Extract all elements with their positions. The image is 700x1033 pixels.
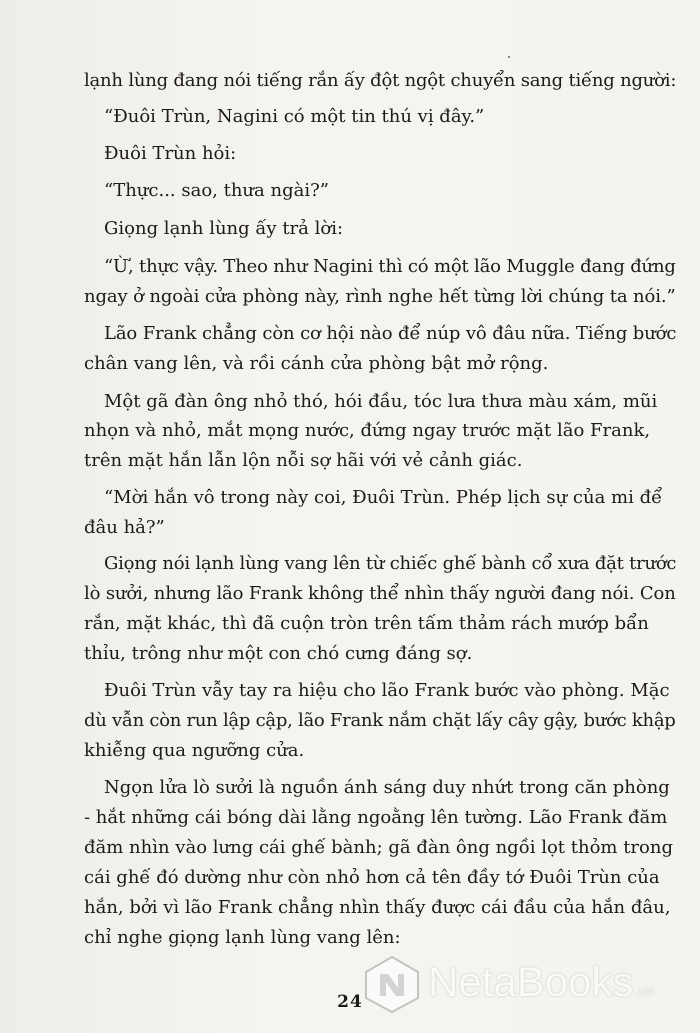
text-line: đăm nhìn vào lưng cái ghế bành; gã đàn ông ngồi lọt thỏm trong xyxy=(84,837,673,858)
text-line: ngay ở ngoài cửa phòng này, rình nghe hết từng lời chúng ta nói.” xyxy=(84,286,676,307)
text-line: dù vẫn còn run lập cập, lão Frank nắm chặt lấy cây gậy, bước khập xyxy=(84,710,676,731)
text-line: “Mời hắn vô trong này coi, Đuôi Trùn. Phép lịch sự của mi để xyxy=(104,487,663,508)
text-line: chân vang lên, và rồi cánh cửa phòng bật mở rộng. xyxy=(84,353,549,374)
watermark-text xyxy=(428,958,654,1006)
netabooks-logo-icon xyxy=(362,954,422,1014)
publisher-watermark xyxy=(362,950,700,1020)
text-line: Một gã đàn ông nhỏ thó, hói đầu, tóc lưa thưa màu xám, mũi xyxy=(104,391,658,412)
text-line: Đuôi Trùn vẫy tay ra hiệu cho lão Frank bước vào phòng. Mặc xyxy=(104,680,670,701)
text-line: nhọn và nhỏ, mắt mọng nước, đứng ngay trước mặt lão Frank, xyxy=(84,420,651,441)
text-line: Giọng nói lạnh lùng vang lên từ chiếc ghế bành cổ xưa đặt trước xyxy=(104,553,677,574)
page-number: 24 xyxy=(337,992,363,1012)
watermark-suffix: .vn xyxy=(635,983,655,999)
text-line: lạnh lùng đang nói tiếng rắn ấy đột ngột chuyển sang tiếng người: xyxy=(84,70,677,91)
text-line: Đuôi Trùn hỏi: xyxy=(104,143,237,164)
text-line: cái ghế đó dường như còn nhỏ hơn cả tên đầy tớ Đuôi Trùn của xyxy=(84,867,660,888)
text-line: “Ừ, thực vậy. Theo như Nagini thì có một lão Muggle đang đứng xyxy=(104,256,676,277)
paper-speck xyxy=(508,56,510,58)
text-line: “Thực... sao, thưa ngài?” xyxy=(104,180,329,201)
text-line: đâu hả?” xyxy=(84,517,165,538)
text-line: Lão Frank chẳng còn cơ hội nào để núp vô đâu nữa. Tiếng bước xyxy=(104,323,677,344)
text-line: thỉu, trông như một con chó cưng đáng sợ. xyxy=(84,643,473,664)
text-line: hắn, bởi vì lão Frank chẳng nhìn thấy được cái đầu của hắn đâu, xyxy=(84,897,671,918)
text-line: rắn, mặt khác, thì đã cuộn tròn trên tấm thảm rách mướp bẩn xyxy=(84,613,649,634)
text-line: Ngọn lửa lò sưởi là nguồn ánh sáng duy nhứt trong căn phòng xyxy=(104,777,670,798)
text-line: “Đuôi Trùn, Nagini có một tin thú vị đây.” xyxy=(104,106,485,127)
text-line: - hắt những cái bóng dài lằng ngoằng lên tường. Lão Frank đăm xyxy=(84,807,668,828)
text-line: khiễng qua ngưỡng cửa. xyxy=(84,740,305,761)
text-line: lò sưởi, nhưng lão Frank không thể nhìn thấy người đang nói. Con xyxy=(84,583,676,604)
text-line: Giọng lạnh lùng ấy trả lời: xyxy=(104,218,344,239)
text-line: chỉ nghe giọng lạnh lùng vang lên: xyxy=(84,927,401,948)
watermark-brand: NetaBooks xyxy=(428,958,634,1005)
text-line: trên mặt hắn lẫn lộn nỗi sợ hãi với vẻ cảnh giác. xyxy=(84,450,523,471)
